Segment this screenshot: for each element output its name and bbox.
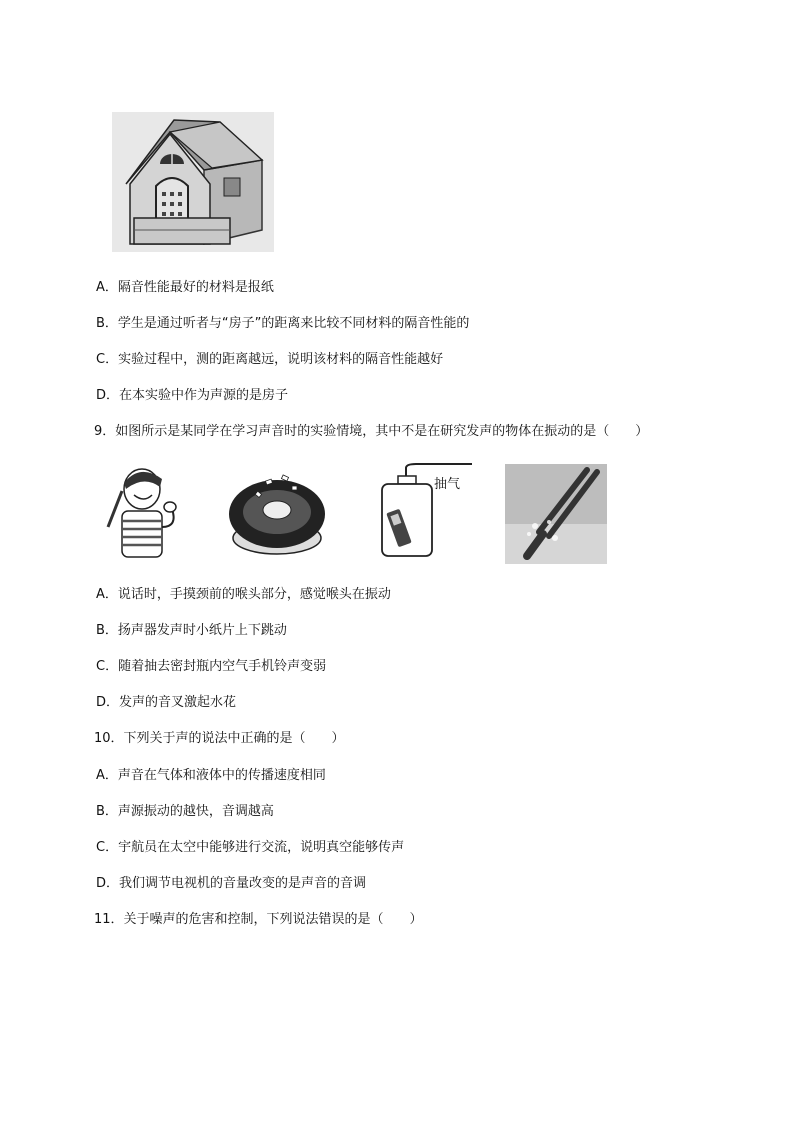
q9-option-a: A．说话时，手摸颈前的喉头部分，感觉喉头在振动 [96,587,391,602]
pump-air-label: 抽气 [434,477,461,492]
q9-option-b: B．扬声器发声时小纸片上下跳动 [96,623,287,638]
bell-jar-figure [376,462,476,560]
q11-stem: 11．关于噪声的危害和控制，下列说法错误的是（ ） [94,912,423,927]
q10-option-d: D．我们调节电视机的音量改变的是声音的音调 [96,876,367,891]
tuning-fork-water-figure [505,464,607,564]
q10-option-b: B．声源振动的越快，音调越高 [96,804,274,819]
speaking-boy-figure [100,465,186,565]
q8-option-c: C．实验过程中，测的距离越远，说明该材料的隔音性能越好 [96,352,444,367]
q9-option-c: C．随着抽去密封瓶内空气手机铃声变弱 [96,659,327,674]
q8-option-d: D．在本实验中作为声源的是房子 [96,388,289,403]
q10-stem: 10．下列关于声的说法中正确的是（ ） [94,731,345,746]
q10-option-a: A．声音在气体和液体中的传播速度相同 [96,768,326,783]
speaker-figure [226,462,328,562]
q8-option-b: B．学生是通过听者与“房子”的距离来比较不同材料的隔音性能的 [96,316,470,331]
q8-option-a: A．隔音性能最好的材料是报纸 [96,280,274,295]
q10-option-c: C．宇航员在太空中能够进行交流，说明真空能够传声 [96,840,405,855]
q9-option-d: D．发声的音叉激起水花 [96,695,237,710]
house-figure [112,112,274,252]
q9-stem: 9．如图所示是某同学在学习声音时的实验情境，其中不是在研究发声的物体在振动的是（ ） [94,424,649,439]
